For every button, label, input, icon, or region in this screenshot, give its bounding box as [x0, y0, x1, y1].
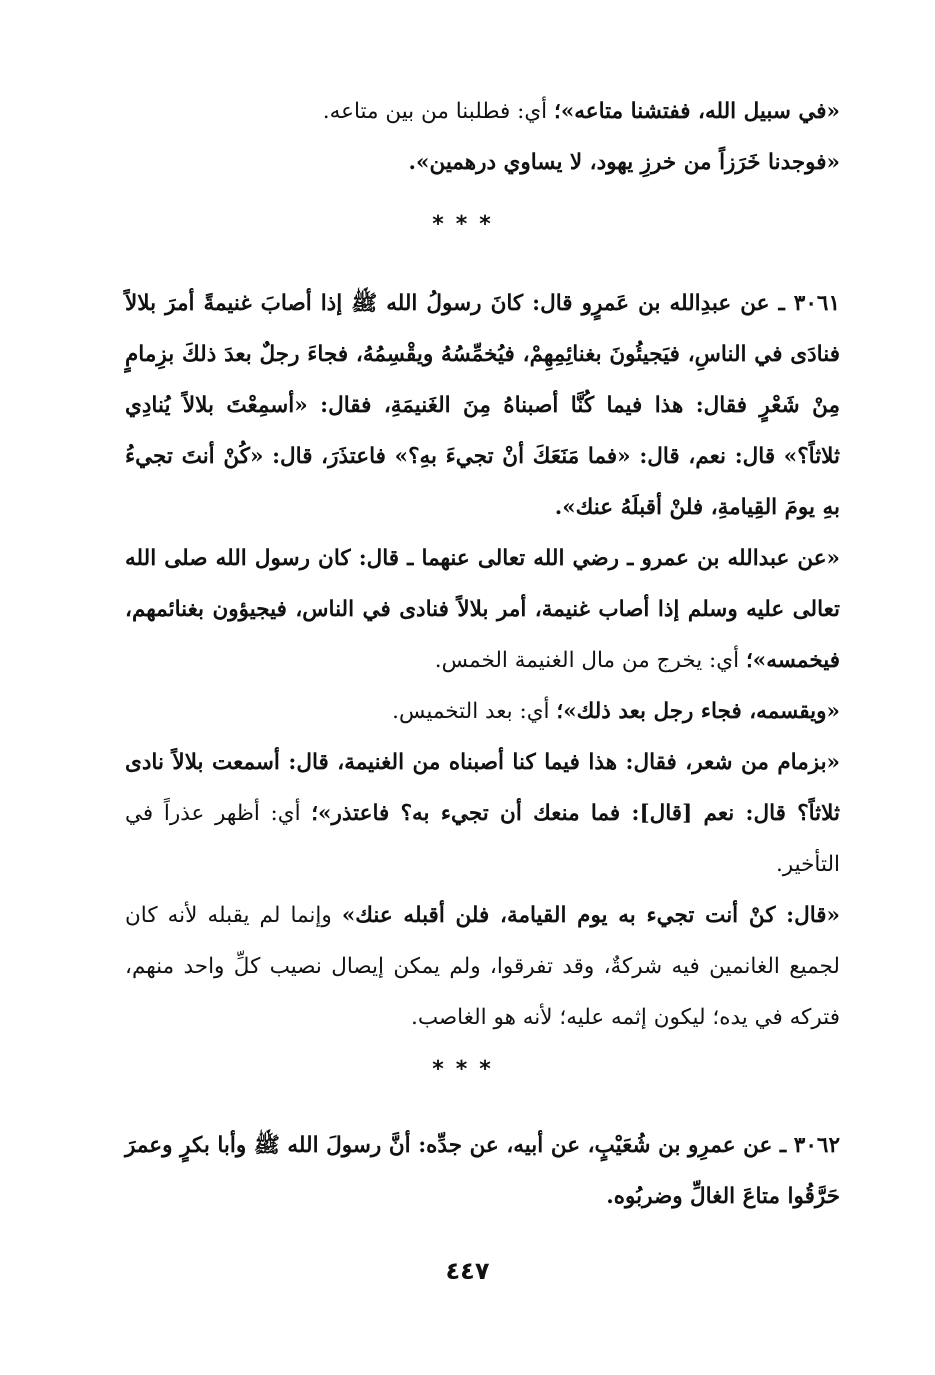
- commentary-text: أي: فطلبنا من بين متاعه.: [322, 99, 554, 124]
- section-separator: ***: [432, 212, 503, 237]
- commentary-text: أي: يخرج من مال الغنيمة الخمس.: [434, 648, 746, 673]
- commentary-text: وإنما لم يقبله لأنه كان لجميع الغانمين فيه شركةٌ، وقد تفرقوا، ولم يمكن إيصال نصيب كلِّ واحد منهم، فتركه في يده؛ ليكون إثمه عليه؛ لأنه هو الغاصب.: [125, 903, 840, 1030]
- quote-text: «بزمام من شعر، فقال: هذا فيما كنا أصبناه من الغنيمة، قال: أسمعت بلالاً نادى ثلاثاً؟ قال: نعم [قال]: فما منعك أن تجيء به؟ فاعتذر»؛: [125, 750, 840, 826]
- commentary-paragraph-1: [125, 533, 840, 686]
- continuation-paragraph: [125, 86, 840, 188]
- quote-text: «فوجدنا خَرَزاً من خرزِ يهود، لا يساوي درهمين».: [408, 150, 840, 175]
- hadith-3061: ٣٠٦١ ـ عن عبدِالله بن عَمرٍو قال: كانَ رسولُ الله ﷺ إذا أصابَ غنيمةً أمرَ بلالاً فنادَى في الناسِ، فيَجيئُونَ بغنائِمِهِمْ، فيُخمِّسُهُ ويقْسِمُهُ، فجاءَ رجلٌ بعدَ ذلكَ بزِمامٍ مِنْ شَعْرٍ فقال: هذا فيما كُنَّا أصبناهُ مِنَ الغَنيمَةِ، فقال: «أسمِعْتَ بلالاً يُنادِي ثلاثاً؟» قال: نعم، قال: «فما مَنَعَكَ أنْ تجيءَ بهِ؟» فاعتذَرَ، قال: «كُنْ أنتَ تجيءُ بهِ يومَ القِيامةِ، فلنْ أقبلَهُ عنك».: [125, 291, 840, 520]
- quote-text: «ويقسمه، فجاء رجل بعد ذلك»؛: [556, 699, 840, 724]
- quote-text: «عن عبدالله بن عمرو ـ رضي الله تعالى عنهما ـ قال: كان رسول الله صلى الله تعالى عليه وسلم إذا أصاب غنيمة، أمر بلالاً فنادى في الناس، فيجيؤون بغنائمهم، فيخمسه»؛: [125, 546, 840, 673]
- commentary-text: أي: أظهر عذراً في التأخير.: [125, 801, 840, 877]
- commentary-paragraph-3: [125, 737, 840, 890]
- page-number: ٤٤٧: [445, 1257, 490, 1285]
- commentary-paragraph-2: [125, 686, 840, 737]
- section-separator: ***: [432, 1057, 503, 1082]
- commentary-paragraph-4: [125, 890, 840, 1043]
- hadith-3062: ٣٠٦٢ ـ عن عمرِو بن شُعَيْبٍ، عن أبيه، عن جدِّه: أنَّ رسولَ الله ﷺ وأبا بكرٍ وعمرَ حَرَّقُوا متاعَ الغالِّ وضربُوه.: [125, 1133, 840, 1209]
- commentary-text: أي: بعد التخميس.: [392, 699, 557, 724]
- quote-text: «في سبيل الله، ففتشنا متاعه»؛: [554, 99, 840, 124]
- quote-text: «قال: كنْ أنت تجيء به يوم القيامة، فلن أقبله عنك»: [341, 903, 840, 928]
